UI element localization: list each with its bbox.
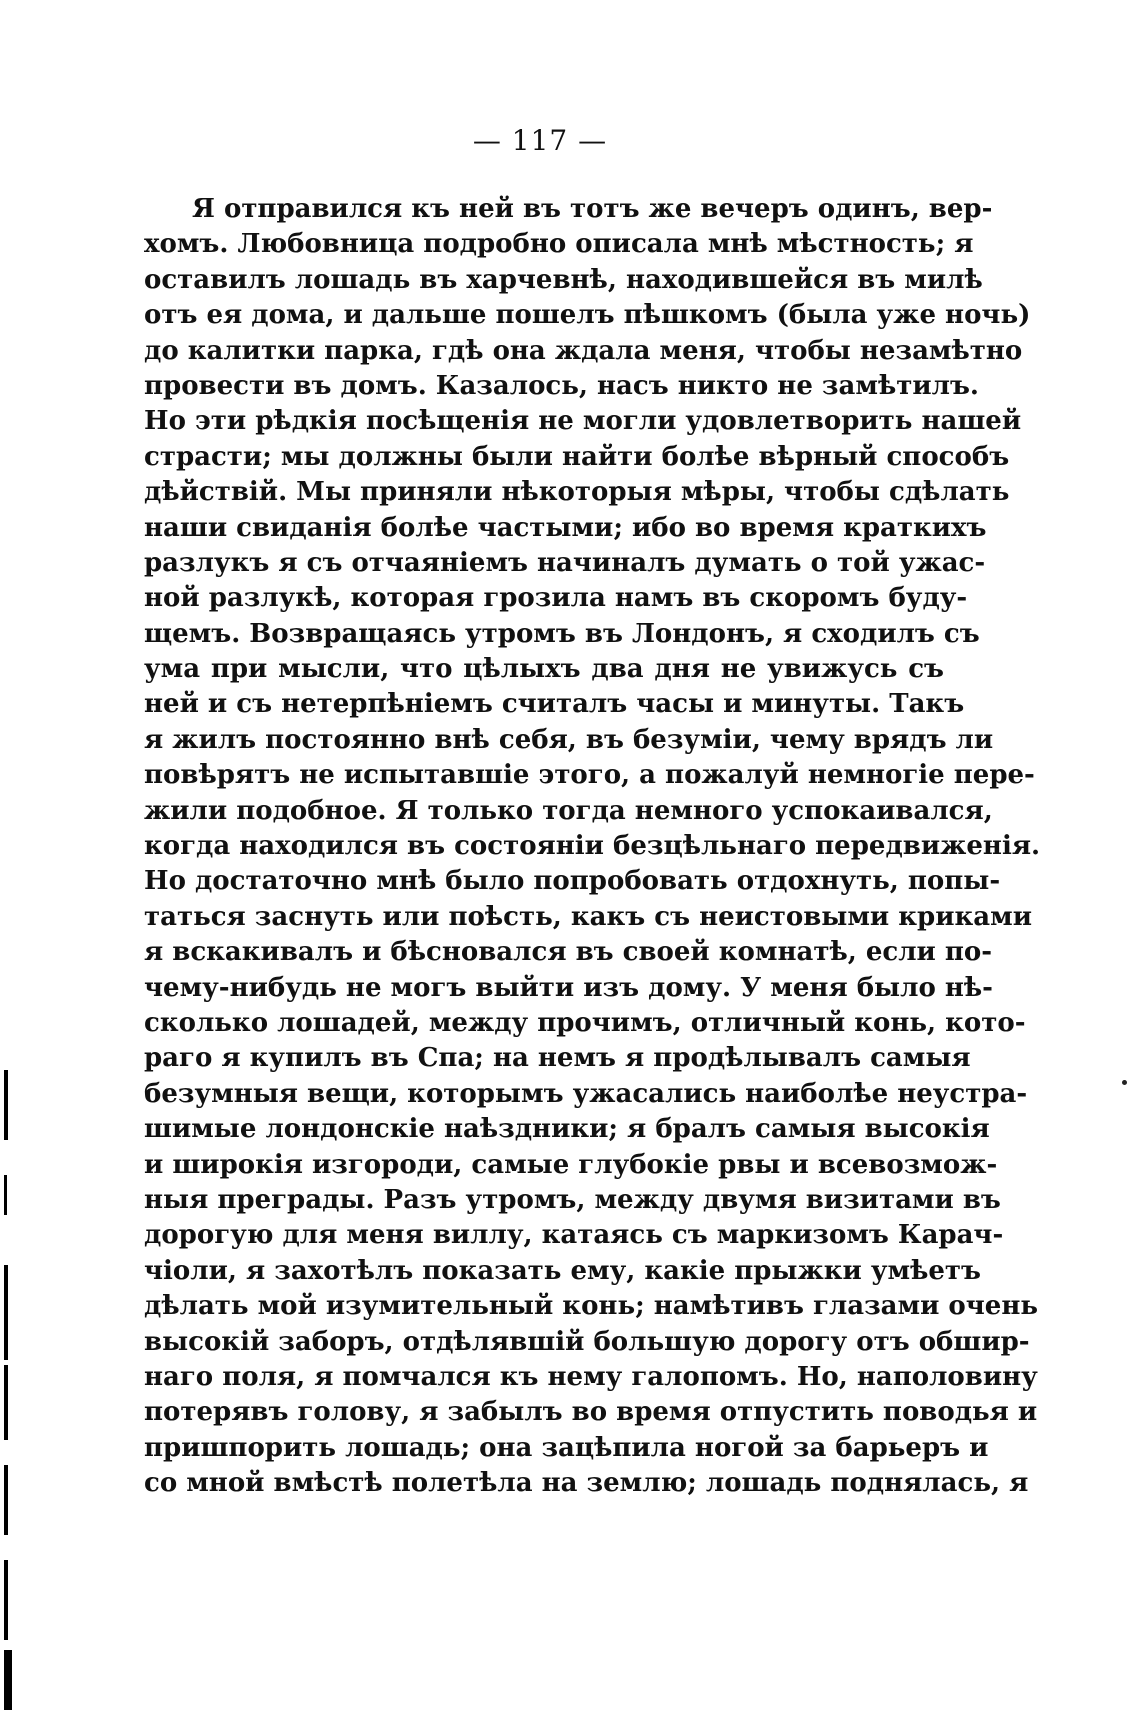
text-line: высокій заборъ, отдѣлявшій большую дорогу отъ обшир-	[144, 1326, 1030, 1357]
text-line: ней и съ нетерпѣніемъ считалъ часы и минуты. Такъ	[144, 689, 965, 720]
text-line: ной разлукѣ, которая грозила намъ въ скоромъ буду-	[144, 583, 968, 614]
text-line: дѣлать мой изумительный конь; намѣтивъ глазами очень	[144, 1291, 1039, 1322]
scan-edge-mark	[4, 1175, 7, 1215]
text-line: раго я купилъ въ Спа; на немъ я продѣлывалъ самыя	[144, 1043, 971, 1074]
text-line: ныя преграды. Разъ утромъ, между двумя визитами въ	[144, 1184, 1001, 1215]
text-line: отъ ея дома, и дальше пошелъ пѣшкомъ (была уже ночь)	[144, 300, 1031, 331]
text-line: я вскакивалъ и бѣсновался въ своей комнатѣ, если по-	[144, 937, 993, 968]
text-line: таться заснуть или поѣсть, какъ съ неистовыми криками	[144, 901, 1032, 932]
text-line: со мной вмѣстѣ полетѣла на землю; лошадь поднялась, я	[144, 1468, 1029, 1499]
scan-edge-mark	[4, 1650, 12, 1710]
text-line: когда находился въ состояніи безцѣльнаго передвиженія.	[144, 831, 1041, 862]
text-line: дѣйствій. Мы приняли нѣкоторыя мѣры, чтобы сдѣлать	[144, 477, 1010, 508]
text-line: хомъ. Любовница подробно описала мнѣ мѣстность; я	[144, 229, 974, 260]
text-line: безумныя вещи, которымъ ужасались наиболѣе неустра-	[144, 1078, 1028, 1109]
text-line: дорогую для меня виллу, катаясь съ маркизомъ Карач-	[144, 1220, 1004, 1251]
text-line: Я отправился къ ней въ тотъ же вечеръ одинъ, вер-	[192, 194, 993, 224]
scan-edge-mark	[4, 1365, 8, 1440]
text-line: я жилъ постоянно внѣ себя, въ безуміи, чему врядъ ли	[144, 724, 994, 755]
text-line: наши свиданія болѣе частыми; ибо во время краткихъ	[144, 512, 987, 543]
text-line: Но достаточно мнѣ было попробовать отдохнуть, попы-	[144, 866, 1001, 897]
scan-edge-mark	[4, 1070, 8, 1140]
text-line: чіоли, я захотѣлъ показать ему, какіе прыжки умѣетъ	[144, 1255, 981, 1286]
body-text	[144, 192, 1041, 1501]
text-line: щемъ. Возвращаясь утромъ въ Лондонъ, я сходилъ съ	[144, 618, 980, 649]
text-line: чему-нибудь не могъ выйти изъ дому. У меня было нѣ-	[144, 972, 993, 1003]
text-line: Но эти рѣдкія посѣщенія не могли удовлетворить нашей	[144, 406, 1022, 437]
text-line: потерявъ голову, я забылъ во время отпустить поводья и	[144, 1397, 1038, 1428]
text-line: до калитки парка, гдѣ она ждала меня, чтобы незамѣтно	[144, 335, 1023, 366]
text-line: повѣрятъ не испытавшіе этого, а пожалуй немногіе пере-	[144, 760, 1035, 791]
text-line: провести въ домъ. Казалось, насъ никто не замѣтилъ.	[144, 370, 979, 401]
text-line: разлукъ я съ отчаяніемъ начиналъ думать о той ужас-	[144, 547, 986, 578]
text-line: и широкія изгороди, самые глубокіе рвы и всевозмож-	[144, 1149, 998, 1180]
scan-edge-mark	[4, 1265, 8, 1360]
text-line: оставилъ лошадь въ харчевнѣ, находившейся въ милѣ	[144, 264, 983, 295]
page-number: — 117 —	[472, 124, 608, 157]
text-line: наго поля, я помчался къ нему галопомъ. Но, наполовину	[144, 1361, 1038, 1392]
text-line: пришпорить лошадь; она зацѣпила ногой за барьеръ и	[144, 1432, 989, 1463]
scan-edge-mark	[4, 1465, 8, 1535]
text-line: сколько лошадей, между прочимъ, отличный конь, кото-	[144, 1007, 1026, 1038]
text-line: жили подобное. Я только тогда немного успокаивался,	[144, 795, 993, 826]
text-line: ума при мысли, что цѣлыхъ два дня не увижусь съ	[144, 654, 944, 685]
scan-speck	[1122, 1080, 1127, 1085]
scan-edge-mark	[4, 1560, 8, 1640]
text-line: шимые лондонскіе наѣздники; я бралъ самыя высокія	[144, 1114, 990, 1145]
text-line: страсти; мы должны были найти болѣе вѣрный способъ	[144, 441, 1010, 472]
